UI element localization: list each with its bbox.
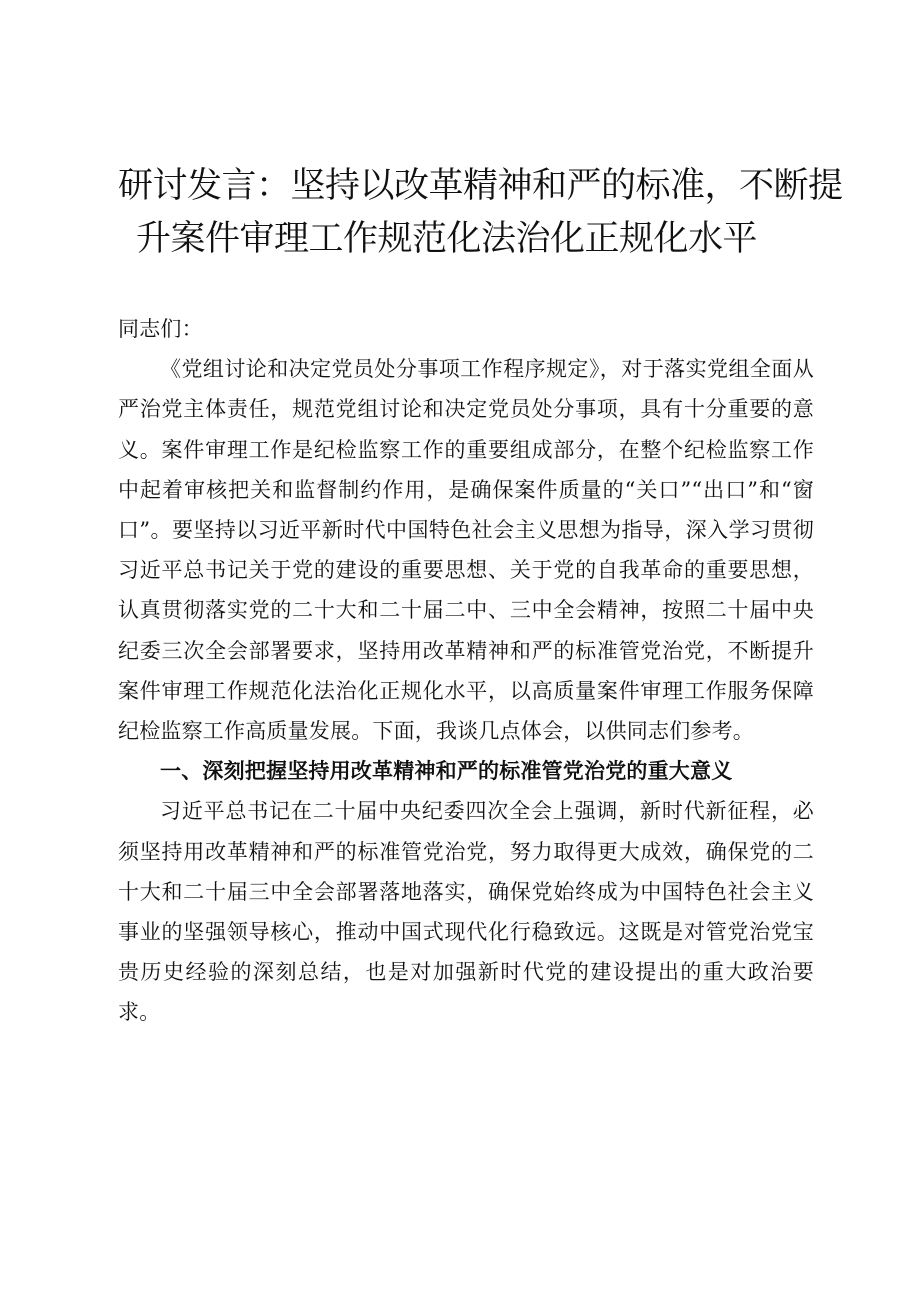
title-line-1: 研讨发言：坚持以改革精神和严的标准，不断提	[118, 166, 843, 206]
document-title	[118, 160, 843, 266]
salutation: 同志们：	[118, 317, 203, 341]
section-heading-1: 一、深刻把握坚持用改革精神和严的标准管党治党的重大意义	[160, 759, 733, 784]
paragraph-intro: 《党组讨论和决定党员处分事项工作程序规定》，对于落实党组全面从严治党主体责任，规范党组讨论和决定党员处分事项，具有十分重要的意义。案件审理工作是纪检监察工作的重要组成部分，在整个纪检监察工作中起着审核把关和监督制约作用，是确保案件质量的“关口”“出口”和“窗口”。要坚持以习近平新时代中国特色社会主义思想为指导，深入学习贯彻习近平总书记关于党的建设的重要思想、关于党的自我革命的重要思想，认真贯彻落实党的二十大和二十届二中、三中全会精神，按照二十届中央纪委三次全会部署要求，坚持用改革精神和严的标准管党治党，不断提升案件审理工作规范化法治化正规化水平，以高质量案件审理工作服务保障纪检监察工作高质量发展。下面，我谈几点体会，以供同志们参考。	[118, 357, 814, 744]
title-line-2: 升案件审理工作规范化法治化正规化水平	[136, 219, 758, 259]
document-body	[118, 309, 814, 1033]
paragraph-section-1: 习近平总书记在二十届中央纪委四次全会上强调，新时代新征程，必须坚持用改革精神和严的标准管党治党，努力取得更大成效，确保党的二十大和二十届三中全会部署落地落实，确保党始终成为中国特色社会主义事业的坚强领导核心，推动中国式现代化行稳致远。这既是对管党治党宝贵历史经验的深刻总结，也是对加强新时代党的建设提出的重大政治要求。	[118, 799, 814, 1025]
